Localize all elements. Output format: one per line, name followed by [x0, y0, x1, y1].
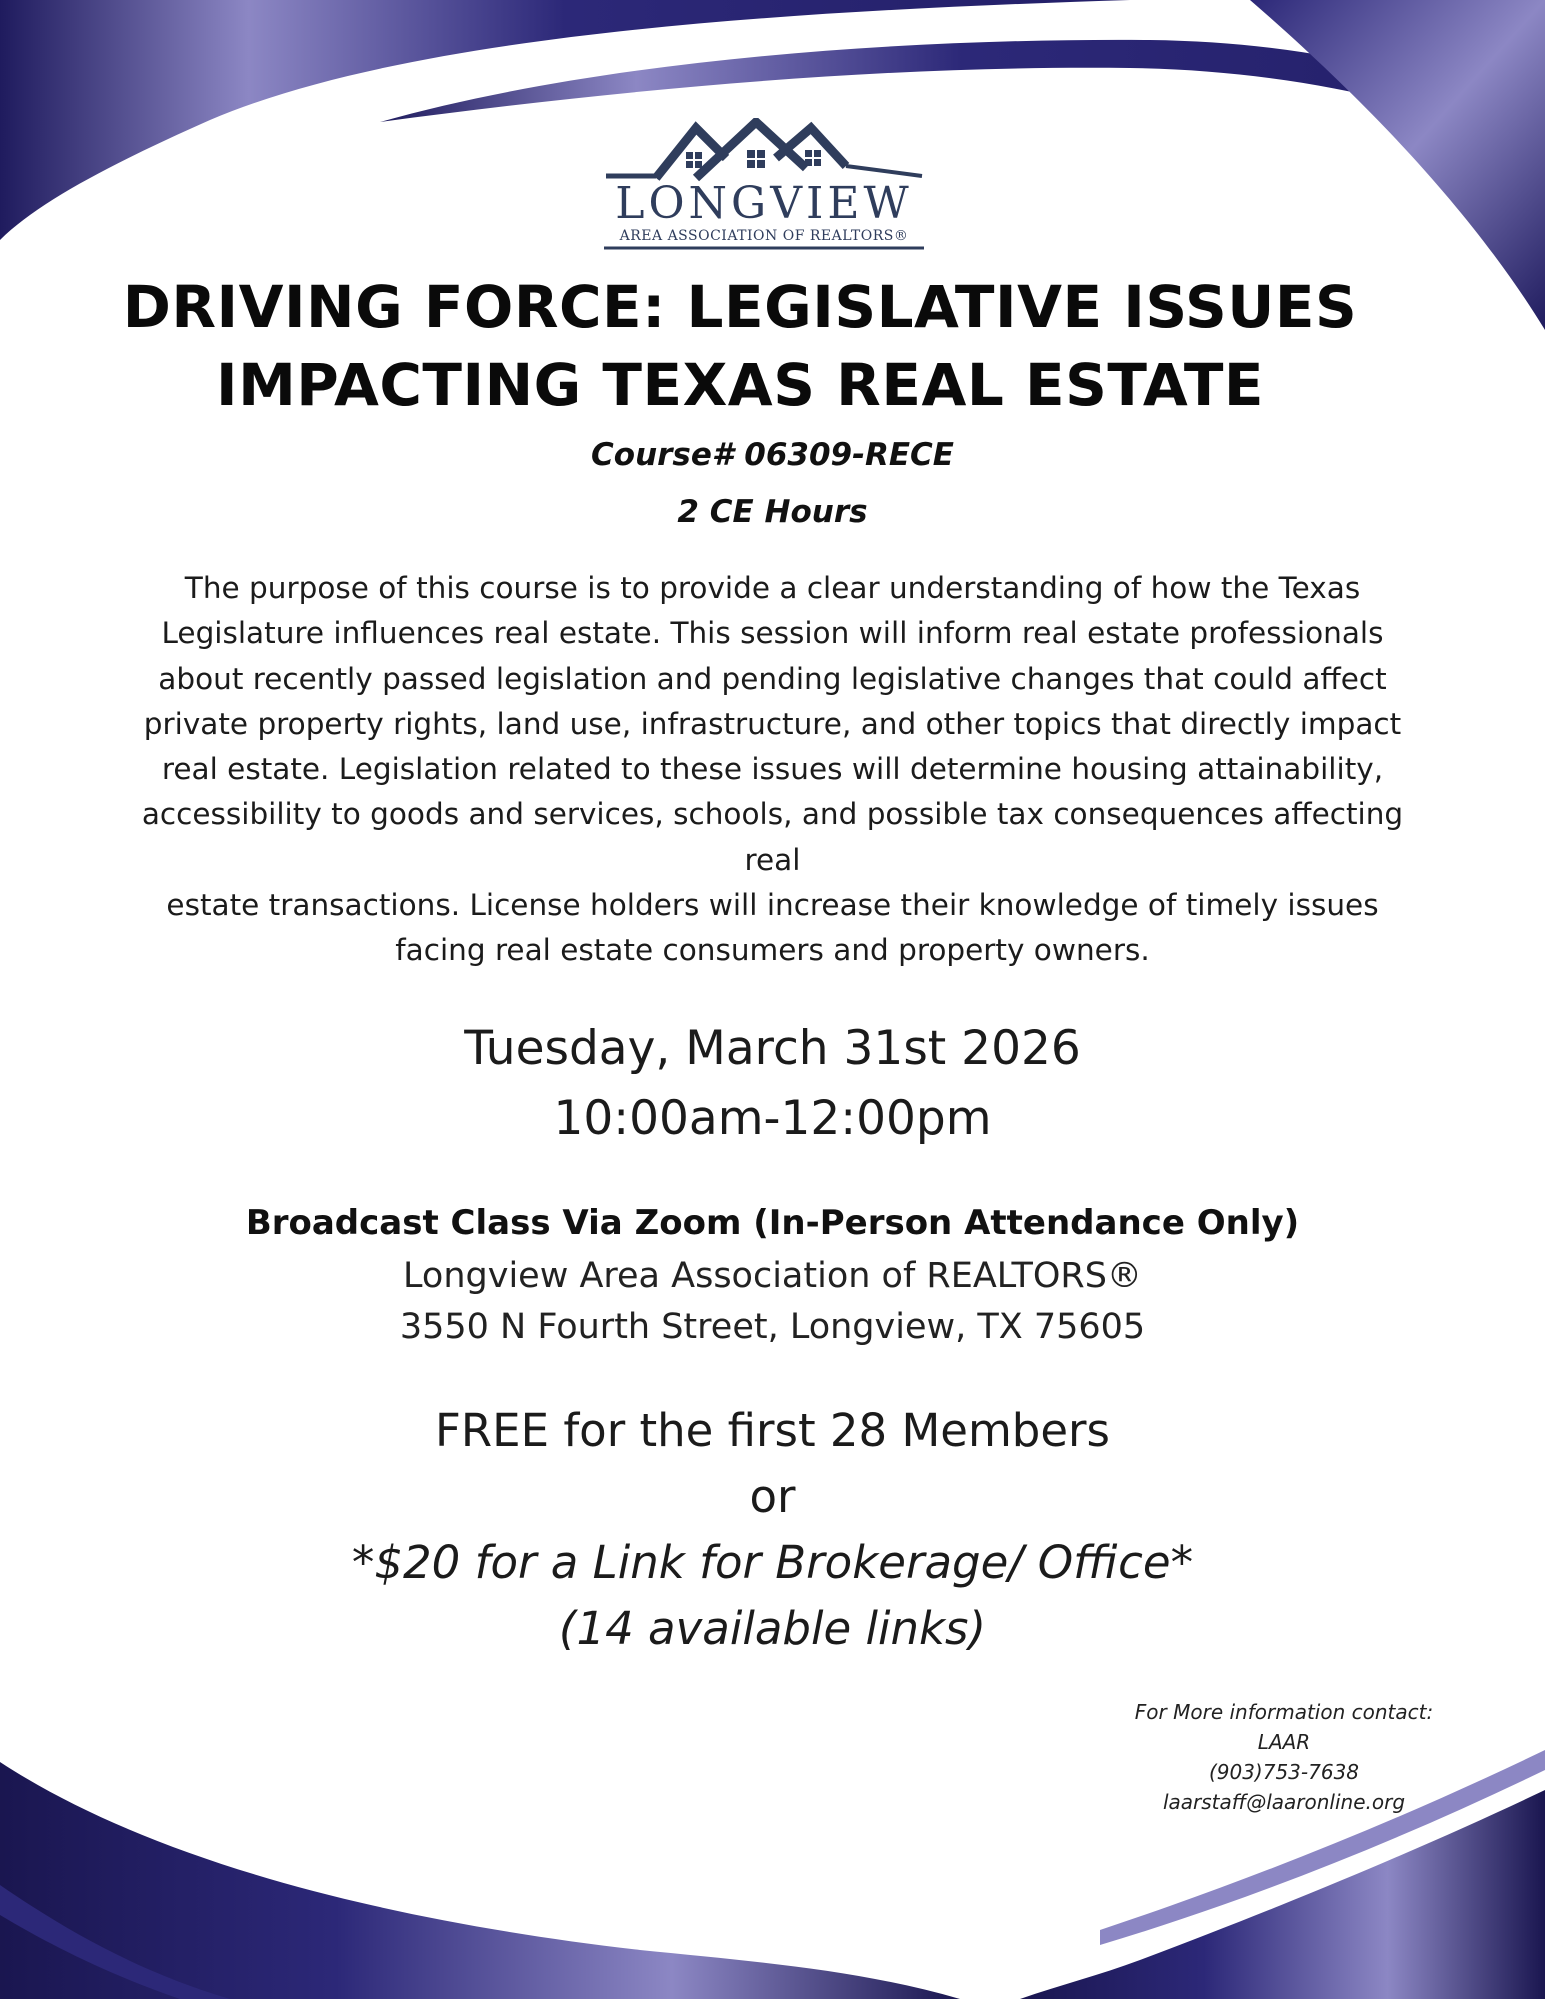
- description-line: real: [744, 842, 801, 877]
- event-date: Tuesday, March 31st 2026: [464, 1021, 1081, 1076]
- pricing-paid: *$20 for a Link for Brokerage/ Office*: [351, 1536, 1194, 1589]
- venue-organization: Longview Area Association of REALTORS®: [403, 1256, 1142, 1296]
- longview-logo: [596, 118, 932, 252]
- course-title: [40, 268, 1440, 424]
- pricing: [0, 1398, 1545, 1662]
- venue: [0, 1251, 1545, 1353]
- description-line: real estate. Legislation related to these issues will determine housing attainability,: [161, 752, 1384, 787]
- description-line: Legislature influences real estate. This session will inform real estate professionals: [161, 616, 1384, 651]
- logo-name: LONGVIEW: [615, 178, 913, 229]
- broadcast-format: Broadcast Class Via Zoom (In-Person Attendance Only): [245, 1203, 1300, 1243]
- description-line: about recently passed legislation and pending legislative changes that could affect: [158, 661, 1387, 696]
- swoosh-bottom-left: [0, 1762, 960, 1999]
- swoosh-top-left: [0, 0, 1130, 240]
- course-number: Course# 06309-RECE: [591, 437, 954, 473]
- logo-subtitle: AREA ASSOCIATION OF REALTORS®: [619, 228, 909, 244]
- title-line-1: DRIVING FORCE: LEGISLATIVE ISSUES: [122, 273, 1358, 341]
- house-rooftops-icon: [596, 118, 932, 252]
- event-time: 10:00am-12:00pm: [553, 1091, 992, 1146]
- pricing-free: FREE for the first 28 Members: [435, 1404, 1110, 1457]
- pricing-or: or: [749, 1470, 796, 1523]
- description-line: The purpose of this course is to provide a clear understanding of how the Texas: [184, 571, 1361, 605]
- description-line: accessibility to goods and services, schools, and possible tax consequences affecting: [141, 797, 1404, 832]
- pricing-availability: (14 available links): [558, 1602, 987, 1655]
- contact-email: laarstaff@laaronline.org: [1162, 1790, 1406, 1814]
- title-line-2: IMPACTING TEXAS REAL ESTATE: [215, 351, 1264, 419]
- contact-phone: (903)753-7638: [1208, 1760, 1360, 1784]
- ce-hours: 2 CE Hours: [677, 494, 868, 530]
- venue-address: 3550 N Fourth Street, Longview, TX 75605: [399, 1307, 1146, 1347]
- description-line: private property rights, land use, infrastructure, and other topics that directly impact: [143, 706, 1402, 741]
- swoosh-bottom-right: [1020, 1790, 1545, 1999]
- course-description: [40, 566, 1505, 974]
- contact-heading: For More information contact:: [1134, 1700, 1434, 1724]
- description-line: facing real estate consumers and property owners.: [395, 933, 1150, 968]
- contact-name: LAAR: [1257, 1730, 1311, 1754]
- contact-info: [1084, 1697, 1484, 1817]
- description-line: estate transactions. License holders will increase their knowledge of timely issues: [166, 888, 1379, 923]
- event-datetime: [0, 1014, 1545, 1154]
